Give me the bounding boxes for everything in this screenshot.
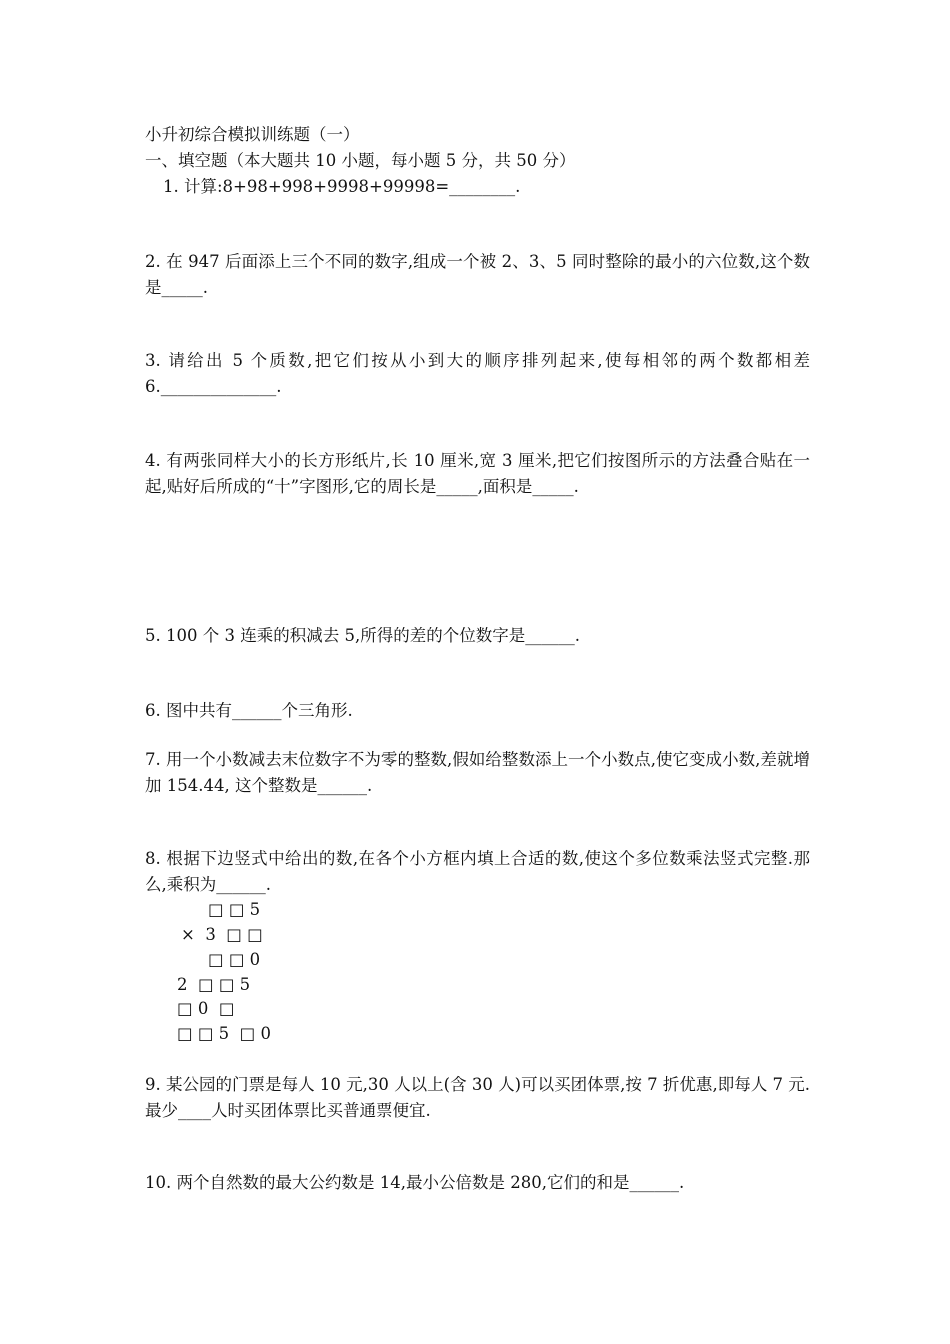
question-6: 6. 图中共有______个三角形. <box>145 701 353 720</box>
product-row: □ □ 5 □ 0 <box>177 1024 271 1043</box>
document-title: 小升初综合模拟训练题（一） <box>145 125 360 144</box>
question-5: 5. 100 个 3 连乘的积减去 5,所得的差的个位数字是______. <box>145 626 580 645</box>
question-9: 9. 某公园的门票是每人 10 元,30 人以上(含 30 人)可以买团体票,按 7 折优惠,即每人 7 元.最少____人时买团体票比买普通票便宜. <box>145 1075 810 1120</box>
multiplier-row: × 3 □ □ <box>181 925 263 944</box>
multiplicand-row: □ □ 5 <box>208 900 261 919</box>
question-4: 4. 有两张同样大小的长方形纸片,长 10 厘米,宽 3 厘米,把它们按图所示的方法叠合贴在一起,贴好后所成的“十”字图形,它的周长是_____,面积是_____. <box>145 451 810 496</box>
section-heading: 一、填空题（本大题共 10 小题，每小题 5 分，共 50 分） <box>145 151 576 170</box>
question-8: 8. 根据下边竖式中给出的数,在各个小方框内填上合适的数,使这个多位数乘法竖式完整.那么,乘积为______. <box>145 849 810 894</box>
question-1: 1. 计算:8+98+998+9998+99998=________. <box>163 177 521 196</box>
question-3: 3. 请给出 5 个质数,把它们按从小到大的顺序排列起来,使每相邻的两个数都相差 6.______________. <box>145 351 810 396</box>
partial-product-row-2: 2 □ □ 5 <box>177 975 251 994</box>
question-10: 10. 两个自然数的最大公约数是 14,最小公倍数是 280,它们的和是______. <box>145 1173 685 1192</box>
question-7: 7. 用一个小数减去末位数字不为零的整数,假如给整数添上一个小数点,使它变成小数,差就增加 154.44, 这个整数是______. <box>145 750 810 795</box>
question-2: 2. 在 947 后面添上三个不同的数字,组成一个被 2、3、5 同时整除的最小的六位数,这个数是_____. <box>145 252 810 297</box>
partial-product-row-1: □ □ 0 <box>208 950 261 969</box>
partial-product-row-3: □ 0 □ <box>177 999 235 1018</box>
